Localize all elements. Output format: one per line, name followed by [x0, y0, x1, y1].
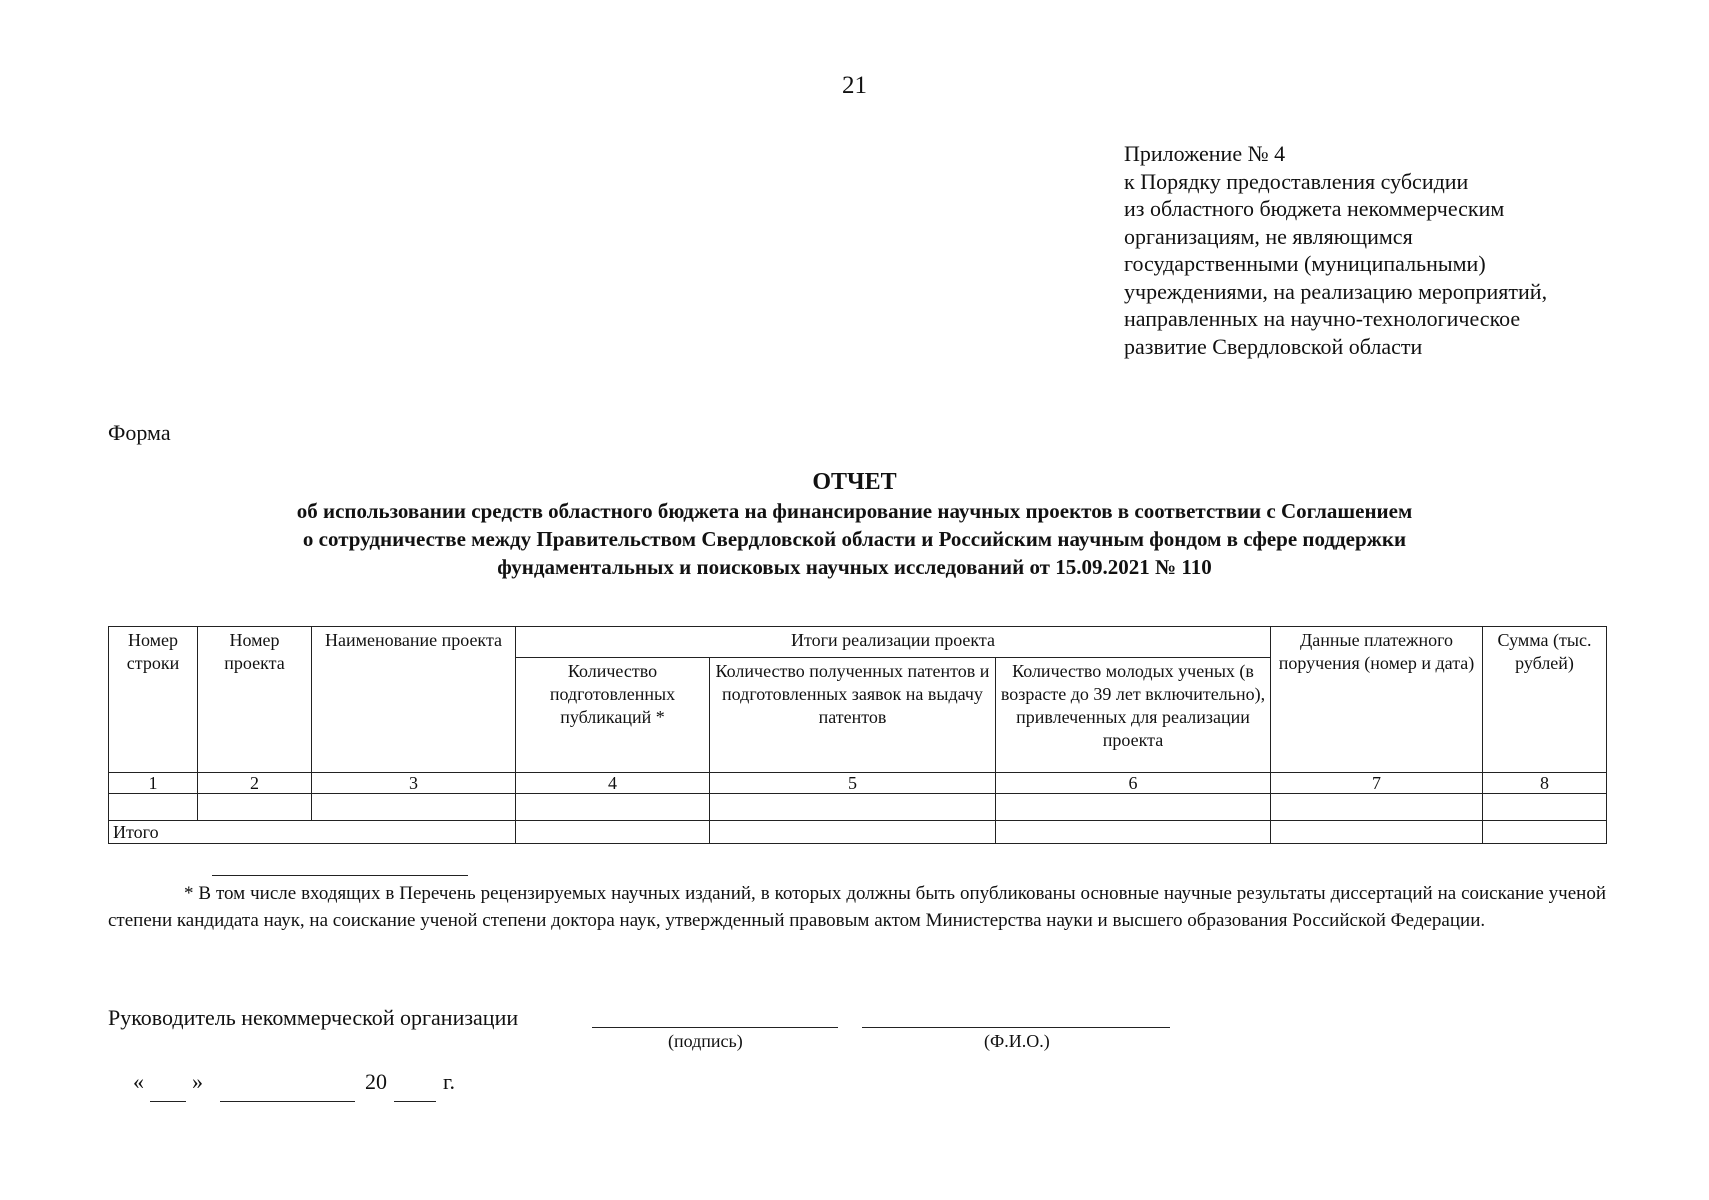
- table-cell: [109, 794, 198, 821]
- date-open-quote: «: [133, 1069, 144, 1094]
- column-number: 8: [1483, 773, 1607, 794]
- header-publications: Количество подготовленных публикаций *: [516, 658, 710, 773]
- name-caption: (Ф.И.О.): [984, 1031, 1050, 1051]
- page-number: 21: [842, 72, 867, 99]
- header-results-group: Итоги реализации проекта: [516, 627, 1271, 658]
- column-number: 2: [198, 773, 312, 794]
- footnote-divider: [212, 875, 468, 876]
- report-title-main: ОТЧЕТ: [812, 469, 897, 495]
- table-cell: [1483, 821, 1607, 844]
- name-line: [862, 1027, 1170, 1028]
- report-title-line: о сотрудничестве между Правительством Свердловской области и Российским научным фондом в сфере поддержки: [302, 527, 1407, 551]
- table-cell: [996, 821, 1271, 844]
- column-number: 1: [109, 773, 198, 794]
- total-label: Итого: [109, 821, 516, 844]
- report-table: [108, 626, 1607, 844]
- table-cell: [312, 794, 516, 821]
- appendix-line: из областного бюджета некоммерческим: [1124, 196, 1505, 221]
- date-month-line: [220, 1101, 355, 1102]
- appendix-line: к Порядку предоставления субсидии: [1124, 168, 1469, 194]
- appendix-block: [1124, 140, 1644, 360]
- column-number: 5: [710, 773, 996, 794]
- column-number-row: [109, 773, 1607, 794]
- form-label: Форма: [108, 420, 171, 445]
- header-project-number: Номер проекта: [198, 627, 312, 773]
- footnote-text: * В том числе входящих в Перечень рецензируемых научных изданий, в которых должны быть опубликованы основные научные результаты диссертаций на соискание ученой степени кандидата наук, на соискание ученой степени доктора наук, утвержденный правовым актом Министерства науки и высшего образования Российской Федерации.: [108, 883, 1606, 931]
- appendix-line: учреждениями, на реализацию мероприятий,: [1124, 278, 1548, 304]
- table-cell: [710, 794, 996, 821]
- column-number: 7: [1271, 773, 1483, 794]
- total-row: [109, 821, 1607, 844]
- header-project-name: Наименование проекта: [312, 627, 516, 773]
- table-row: [109, 794, 1607, 821]
- table-cell: [710, 821, 996, 844]
- table-header-row: [109, 627, 1607, 658]
- header-row-number: Номер строки: [109, 627, 198, 773]
- table-cell: [198, 794, 312, 821]
- appendix-line: государственными (муниципальными): [1124, 251, 1486, 276]
- table-cell: [516, 794, 710, 821]
- header-patents: Количество полученных патентов и подготовленных заявок на выдачу патентов: [710, 658, 996, 773]
- signature-line: [592, 1027, 838, 1028]
- report-title: [0, 467, 1709, 581]
- date-day-line: [150, 1101, 186, 1102]
- header-payment-order: Данные платежного поручения (номер и дата): [1271, 627, 1483, 773]
- appendix-line: развитие Свердловской области: [1124, 333, 1423, 359]
- column-number: 6: [996, 773, 1271, 794]
- date-year-prefix: 20: [365, 1069, 387, 1094]
- table-cell: [1483, 794, 1607, 821]
- appendix-line: направленных на научно-технологическое: [1124, 306, 1521, 331]
- column-number: 3: [312, 773, 516, 794]
- report-title-line: об использовании средств областного бюджета на финансирование научных проектов в соответствии с Соглашением: [296, 499, 1413, 523]
- appendix-line: организациям, не являющимся: [1124, 223, 1413, 249]
- column-number: 4: [516, 773, 710, 794]
- appendix-line: Приложение № 4: [1124, 141, 1286, 166]
- header-amount: Сумма (тыс. рублей): [1483, 627, 1607, 773]
- report-title-line: фундаментальных и поисковых научных исследований от 15.09.2021 № 110: [497, 555, 1212, 579]
- table-cell: [1271, 821, 1483, 844]
- signature-label: Руководитель некоммерческой организации: [108, 1005, 519, 1030]
- signature-caption: (подпись): [668, 1031, 743, 1051]
- header-young-scientists: Количество молодых ученых (в возрасте до 39 лет включительно), привлеченных для реализации проекта: [996, 658, 1271, 773]
- table-cell: [1271, 794, 1483, 821]
- table-cell: [516, 821, 710, 844]
- table-cell: [996, 794, 1271, 821]
- date-year-suffix: г.: [443, 1069, 456, 1094]
- date-year-line: [394, 1101, 436, 1102]
- date-close-quote: »: [192, 1069, 203, 1094]
